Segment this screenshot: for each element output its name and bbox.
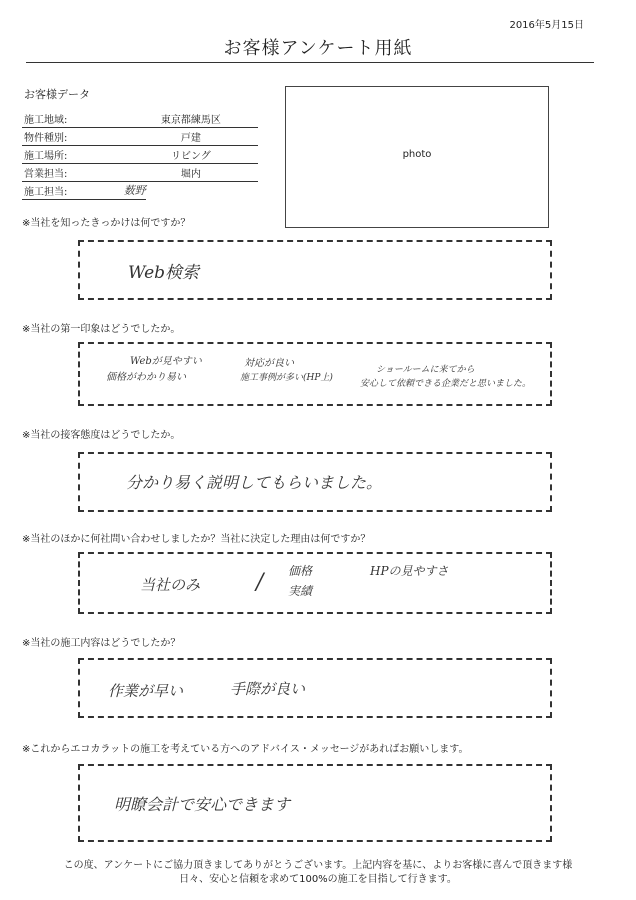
handwritten-answer: Web検索 (128, 263, 200, 283)
handwritten-answer: 分かり易く説明してもらいました。 (126, 473, 383, 492)
footer-line-1: この度、アンケートにご協力頂きましてありがとうございます。上記内容を基に、よりお客様に喜んで頂きます様 (63, 860, 573, 871)
handwritten-answer: 対応が良い (244, 358, 294, 369)
handwritten-answer: ショールームに来てから (376, 365, 475, 375)
answer-box-2 (78, 342, 552, 406)
page-title: お客様アンケート用紙 (223, 38, 413, 59)
handwritten-answer: 当社のみ (140, 576, 201, 594)
handwritten-answer: 明瞭会計で安心できます (114, 795, 291, 814)
handwritten-answer: 価格 (288, 564, 313, 578)
answer-box-3 (78, 452, 552, 512)
info-label: 施工担当: (22, 182, 122, 200)
info-value: リビング (122, 146, 258, 164)
photo-label: photo (402, 149, 432, 160)
handwritten-answer: HPの見やすさ (370, 564, 449, 578)
info-row-location (22, 146, 258, 164)
answer-box-6 (78, 764, 552, 842)
customer-info-table (22, 110, 258, 200)
title-underline (26, 62, 594, 63)
answer-box-4 (78, 552, 552, 614)
question-2: ※当社の第一印象はどうでしたか。 (22, 324, 181, 335)
info-label: 施工地域: (22, 110, 122, 128)
question-1: ※当社を知ったきっかけは何ですか？ (22, 218, 191, 229)
answer-box-5 (78, 658, 552, 718)
info-row-area (22, 110, 258, 128)
info-value: 戸建 (122, 128, 258, 146)
question-3: ※当社の接客態度はどうでしたか。 (22, 430, 181, 441)
handwritten-answer: Webが見やすい (130, 356, 202, 367)
info-value: 東京都練馬区 (122, 110, 258, 128)
question-4: ※当社のほかに何社問い合わせしましたか？当社に決定した理由は何ですか？ (22, 534, 371, 545)
photo-placeholder (285, 86, 549, 228)
handwritten-answer: 安心して依頼できる企業だと思いました。 (360, 379, 532, 389)
answer-box-1 (78, 240, 552, 300)
info-label: 営業担当: (22, 164, 122, 182)
customer-data-heading: お客様データ (24, 88, 90, 101)
handwritten-answer: 実績 (288, 584, 313, 598)
info-label: 物件種別: (22, 128, 122, 146)
info-row-installer (22, 182, 258, 200)
survey-date: 2016年5月15日 (509, 20, 584, 31)
info-value-handwritten: 薮野 (122, 182, 146, 200)
handwritten-answer: 手際が良い (230, 680, 306, 698)
info-value: 堀内 (122, 164, 258, 182)
footer-line-2: 日々、安心と信頼を求めて100%の施工を目指して行きます。 (179, 874, 457, 885)
handwritten-answer: 施工事例が多い(HP上) (240, 373, 333, 383)
info-label: 施工場所: (22, 146, 122, 164)
info-row-sales (22, 164, 258, 182)
handwritten-answer: 作業が早い (108, 682, 184, 700)
question-5: ※当社の施工内容はどうでしたか？ (22, 638, 181, 649)
handwritten-answer: 価格がわかり易い (106, 372, 186, 383)
handwritten-answer: / (256, 570, 264, 595)
question-6: ※これからエコカラットの施工を考えている方へのアドバイス・メッセージがあればお願いします。 (22, 744, 469, 755)
info-row-property (22, 128, 258, 146)
